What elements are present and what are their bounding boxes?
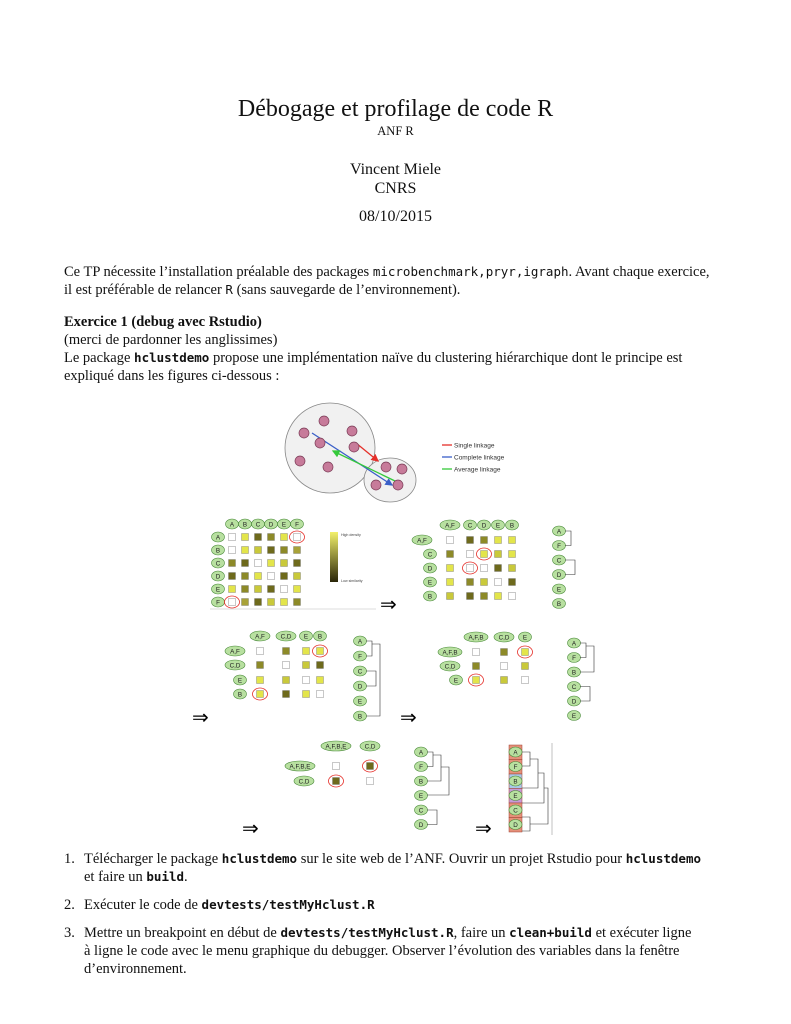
matrix-cell xyxy=(522,649,529,656)
step-arrows xyxy=(192,594,492,840)
legend-complete: Complete linkage xyxy=(454,454,505,462)
matrix-cell xyxy=(303,677,310,684)
cluster-label: B xyxy=(427,593,433,601)
cluster-label: F xyxy=(572,654,576,662)
cluster-label: A,F,B,E xyxy=(325,743,347,751)
cluster-label: B xyxy=(317,633,323,641)
cluster-label: A,F,B xyxy=(442,649,458,657)
cluster-label: E xyxy=(303,633,309,641)
dendrogram-branch xyxy=(565,531,571,546)
dendrogram-branch xyxy=(580,643,586,658)
dendrogram-step3 xyxy=(354,636,377,721)
matrix-cell xyxy=(229,547,236,554)
matrix-cell xyxy=(522,677,529,684)
matrix-cell xyxy=(257,662,264,669)
cluster-label: E xyxy=(556,586,562,594)
intro-text: il est préférable de relancer xyxy=(64,282,226,298)
cluster-label: D xyxy=(215,573,221,581)
matrix-cell xyxy=(447,537,454,544)
matrix-cell xyxy=(447,551,454,558)
intro-code-packages: microbenchmark,pryr,igraph xyxy=(372,264,569,279)
cluster-label: C xyxy=(418,807,424,815)
arrow-2: ⇒ xyxy=(192,707,209,729)
dendrogram-branch xyxy=(366,644,380,716)
matrix-cell xyxy=(509,565,516,572)
matrix-cell xyxy=(281,573,288,580)
cluster-label: A,F xyxy=(417,537,427,545)
arrow-4: ⇒ xyxy=(242,818,259,840)
cluster-label: A,F,B xyxy=(468,634,484,642)
exercise-title: Exercice 1 (debug avec Rstudio) xyxy=(64,314,262,330)
cluster-label: C,D xyxy=(444,663,456,671)
cluster-label: B xyxy=(513,778,518,786)
step-text: Exécuter le code de xyxy=(84,897,202,913)
cluster-label: A,F xyxy=(255,633,265,641)
cluster-label: C,D xyxy=(229,662,241,670)
cluster-label: C xyxy=(467,522,473,530)
matrix-cell xyxy=(495,579,502,586)
step-text: Mettre un breakpoint en début de xyxy=(84,925,281,941)
matrix-cell xyxy=(473,649,480,656)
arrow-3: ⇒ xyxy=(400,707,417,729)
step-number: 2. xyxy=(64,897,75,913)
step-code: build xyxy=(146,869,185,884)
matrix-cell xyxy=(242,586,249,593)
cluster-label: A xyxy=(418,749,424,757)
step1-matrix xyxy=(210,519,376,609)
matrix-cell xyxy=(229,560,236,567)
cluster-label: B xyxy=(556,600,562,608)
matrix-cell xyxy=(467,565,474,572)
step-text: et exécuter ligne xyxy=(591,925,692,941)
density-high-label: High density xyxy=(341,533,361,537)
matrix-cell xyxy=(229,573,236,580)
cluster-label: A,F xyxy=(230,648,240,656)
cluster-label: B xyxy=(509,522,515,530)
density-colorbar xyxy=(330,532,338,582)
step2-matrix xyxy=(412,520,519,601)
cluster-label: C xyxy=(556,557,562,565)
cluster-label: F xyxy=(295,521,299,529)
matrix-cell xyxy=(229,599,236,606)
matrix-cell xyxy=(317,677,324,684)
document-date: 08/10/2015 xyxy=(359,208,432,225)
cluster-label: F xyxy=(358,653,362,661)
matrix-cell xyxy=(501,649,508,656)
step-code: hclustdemo xyxy=(221,851,298,866)
cluster-label: B xyxy=(571,669,577,677)
matrix-cell xyxy=(268,586,275,593)
cluster-label: B xyxy=(418,778,424,786)
step4-matrix xyxy=(438,632,533,686)
cluster-label: D xyxy=(481,522,487,530)
dendrogram-step5 xyxy=(415,747,438,830)
density-low-label: Low similarity xyxy=(341,579,363,583)
cluster-label: A xyxy=(215,534,221,542)
cluster-label: C,D xyxy=(280,633,292,641)
dendrogram-branch xyxy=(427,752,433,767)
matrix-cell xyxy=(268,547,275,554)
cluster-label: C,D xyxy=(498,634,510,642)
cluster-label: E xyxy=(453,677,459,685)
cluster-label: E xyxy=(513,792,518,800)
arrow-1: ⇒ xyxy=(380,594,397,616)
cluster-label: C,D xyxy=(364,743,376,751)
matrix-cell xyxy=(467,551,474,558)
cluster-label: F xyxy=(419,763,423,771)
instruction-list xyxy=(64,850,730,988)
cluster-label: E xyxy=(418,792,424,800)
matrix-cell xyxy=(509,551,516,558)
arrow-5: ⇒ xyxy=(475,818,492,840)
matrix-cell xyxy=(281,586,288,593)
matrix-cell xyxy=(522,663,529,670)
matrix-cell xyxy=(255,560,262,567)
matrix-cell xyxy=(473,677,480,684)
step-code: hclustdemo xyxy=(625,851,701,866)
matrix-cell xyxy=(257,691,264,698)
matrix-cell xyxy=(229,534,236,541)
dendrogram-branch xyxy=(580,687,590,702)
step3-matrix xyxy=(225,631,328,700)
matrix-cell xyxy=(281,534,288,541)
cluster-label: D xyxy=(418,821,424,829)
matrix-cell xyxy=(242,560,249,567)
cluster-label: B xyxy=(242,521,248,529)
cluster-label: C xyxy=(513,807,518,815)
dendrogram-branch xyxy=(427,755,441,781)
cluster-label: B xyxy=(237,691,243,699)
matrix-cell xyxy=(294,534,301,541)
cluster-label: E xyxy=(495,522,501,530)
matrix-cell xyxy=(509,537,516,544)
matrix-cell xyxy=(283,691,290,698)
intro-code-r: R xyxy=(225,282,233,297)
matrix-cell xyxy=(317,691,324,698)
matrix-cell xyxy=(268,573,275,580)
step-text: sur le site web de l’ANF. Ouvrir un projet Rstudio pour xyxy=(297,851,626,867)
step-text: . xyxy=(184,869,188,885)
intro-paragraph xyxy=(64,263,730,299)
matrix-cell xyxy=(294,573,301,580)
dendrogram-branch xyxy=(427,810,437,825)
cluster-label: D xyxy=(556,571,562,579)
matrix-cell xyxy=(447,565,454,572)
matrix-cell xyxy=(333,763,340,770)
matrix-cell xyxy=(501,677,508,684)
cluster-label: C xyxy=(357,668,363,676)
cluster-label: A xyxy=(556,528,562,536)
dendrogram-branch xyxy=(366,641,372,656)
matrix-cell xyxy=(509,593,516,600)
dendrogram-branch xyxy=(565,560,575,575)
matrix-cell xyxy=(281,560,288,567)
matrix-cell xyxy=(481,551,488,558)
cluster-label: C xyxy=(255,521,261,529)
cluster-label: E xyxy=(237,677,243,685)
step-code: devtests/testMyHclust.R xyxy=(201,897,375,912)
matrix-cell xyxy=(467,579,474,586)
exercise-text: expliqué dans les figures ci-dessous : xyxy=(64,368,280,384)
step-text: et faire un xyxy=(84,869,147,885)
matrix-cell xyxy=(509,579,516,586)
matrix-cell xyxy=(495,565,502,572)
cluster-label: A,F xyxy=(445,522,455,530)
exercise-section xyxy=(64,313,730,385)
cluster-label: D xyxy=(513,821,518,829)
step5-matrix xyxy=(285,741,380,787)
author-org: CNRS xyxy=(374,180,417,197)
matrix-cell xyxy=(495,551,502,558)
matrix-cell xyxy=(257,677,264,684)
step-text: , faire un xyxy=(453,925,510,941)
matrix-cell xyxy=(255,599,262,606)
intro-text: (sans sauvegarde de l’environnement). xyxy=(232,282,461,298)
document-title: Débogage et profilage de code R xyxy=(237,96,554,122)
matrix-cell xyxy=(283,662,290,669)
matrix-cell xyxy=(283,677,290,684)
cluster-label: E xyxy=(571,712,577,720)
matrix-cell xyxy=(294,547,301,554)
step-number: 1. xyxy=(64,851,75,867)
cluster-label: F xyxy=(557,542,561,550)
matrix-cell xyxy=(467,593,474,600)
matrix-cell xyxy=(281,599,288,606)
matrix-cell xyxy=(255,534,262,541)
matrix-cell xyxy=(294,599,301,606)
legend-single: Single linkage xyxy=(454,442,495,450)
cluster-label: F xyxy=(513,763,518,771)
step-text: Télécharger le package xyxy=(84,851,222,867)
matrix-cell xyxy=(303,662,310,669)
exercise-text: Le package xyxy=(64,350,135,366)
matrix-cell xyxy=(367,763,374,770)
matrix-cell xyxy=(481,579,488,586)
matrix-cell xyxy=(268,560,275,567)
matrix-cell xyxy=(255,573,262,580)
author-block xyxy=(0,160,791,198)
final-dendrogram xyxy=(522,752,548,831)
matrix-cell xyxy=(242,547,249,554)
cluster-label: F xyxy=(216,599,220,607)
matrix-cell xyxy=(333,778,340,785)
matrix-cell xyxy=(294,560,301,567)
document-subtitle: ANF R xyxy=(377,124,414,138)
matrix-cell xyxy=(447,593,454,600)
cluster-label: B xyxy=(215,547,221,555)
cluster-label: C xyxy=(215,560,221,568)
matrix-cell xyxy=(255,547,262,554)
linkage-legend xyxy=(442,443,505,474)
step-text: à ligne le code avec le menu graphique du debugger. Observer l’évolution des variables dans la fenêtre xyxy=(84,943,680,959)
matrix-cell xyxy=(229,586,236,593)
matrix-cell xyxy=(367,778,374,785)
cluster-label: E xyxy=(281,521,287,529)
clustering-figure xyxy=(192,395,600,840)
matrix-cell xyxy=(283,648,290,655)
dendrogram-step2 xyxy=(553,526,576,609)
matrix-cell xyxy=(317,662,324,669)
cluster-label: D xyxy=(268,521,274,529)
step-code: clean+build xyxy=(509,925,592,940)
matrix-cell xyxy=(501,663,508,670)
step-item xyxy=(64,924,730,978)
step-text: d’environnement. xyxy=(84,961,187,977)
linkage-diagram xyxy=(285,403,505,502)
final-clustered-column xyxy=(509,743,552,835)
cluster-label: A xyxy=(229,521,235,529)
matrix-cell xyxy=(447,579,454,586)
cluster-label: A xyxy=(571,640,577,648)
cluster-label: C,D xyxy=(298,778,310,786)
cluster-label: E xyxy=(427,579,433,587)
matrix-cell xyxy=(242,573,249,580)
cluster-label: C xyxy=(427,551,433,559)
cluster-label: E xyxy=(357,698,363,706)
cluster-label: D xyxy=(357,683,363,691)
exercise-code-package: hclustdemo xyxy=(134,350,210,365)
matrix-cell xyxy=(317,648,324,655)
matrix-cell xyxy=(303,691,310,698)
matrix-cell xyxy=(303,648,310,655)
cluster-label: A xyxy=(357,638,363,646)
dendrogram-step4 xyxy=(568,638,591,721)
legend-average: Average linkage xyxy=(454,466,501,474)
matrix-cell xyxy=(242,599,249,606)
step-item xyxy=(64,850,730,886)
matrix-cell xyxy=(481,593,488,600)
cluster-label: D xyxy=(571,698,577,706)
step-item xyxy=(64,896,730,914)
dendrogram-branch xyxy=(580,646,594,672)
matrix-cell xyxy=(268,534,275,541)
cluster-label: B xyxy=(357,713,363,721)
step-code: devtests/testMyHclust.R xyxy=(280,925,454,940)
intro-text: Ce TP nécessite l’installation préalable des packages xyxy=(64,264,373,280)
matrix-cell xyxy=(255,586,262,593)
cluster-label: D xyxy=(427,565,433,573)
exercise-text: propose une implémentation naïve du clustering hiérarchique dont le principe est xyxy=(209,350,683,366)
matrix-cell xyxy=(473,663,480,670)
intro-text: . Avant chaque exercice, xyxy=(568,264,710,280)
exercise-note: (merci de pardonner les anglissimes) xyxy=(64,332,278,348)
matrix-cell xyxy=(257,648,264,655)
dendrogram-branch xyxy=(366,671,376,686)
matrix-cell xyxy=(481,537,488,544)
author-name: Vincent Miele xyxy=(349,161,441,178)
matrix-cell xyxy=(281,547,288,554)
cluster-label: E xyxy=(215,586,221,594)
matrix-cell xyxy=(467,537,474,544)
matrix-cell xyxy=(495,593,502,600)
cluster-label: E xyxy=(522,634,528,642)
cluster-label: C xyxy=(571,683,577,691)
cluster-label: A,F,B,E xyxy=(289,763,311,771)
cluster-label: A xyxy=(513,749,518,757)
matrix-cell xyxy=(294,586,301,593)
step-number: 3. xyxy=(64,925,75,941)
matrix-cell xyxy=(242,534,249,541)
matrix-cell xyxy=(481,565,488,572)
matrix-cell xyxy=(268,599,275,606)
matrix-cell xyxy=(495,537,502,544)
